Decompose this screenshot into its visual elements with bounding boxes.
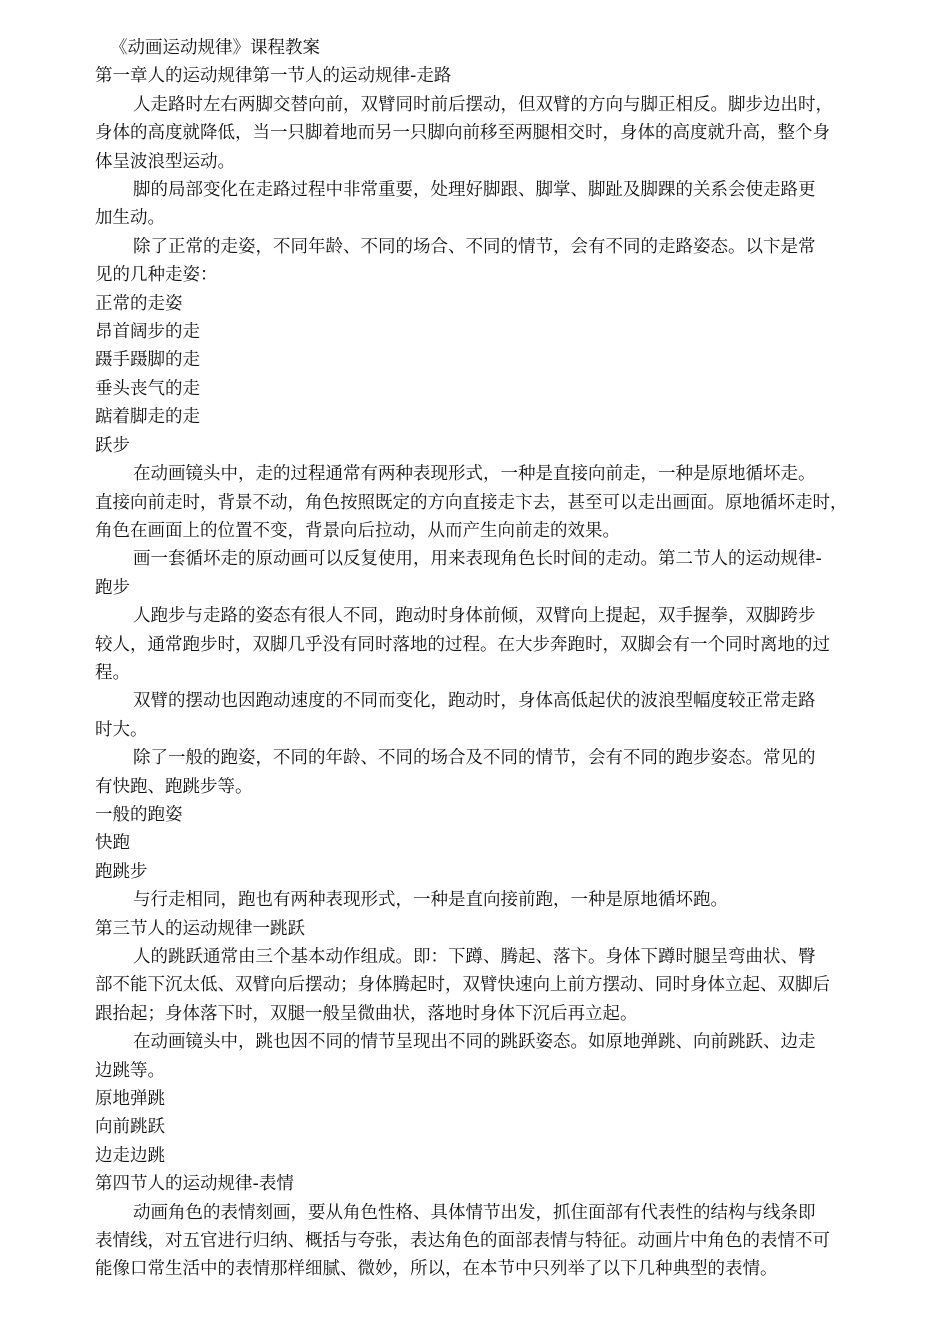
text-line: 脚的局部变化在走路过程中非常重要，处理好脚跟、脚掌、脚趾及脚踝的关系会使走路更: [133, 180, 816, 201]
text-line: 踮着脚走的走: [95, 407, 200, 428]
text-line: 时大。: [95, 719, 148, 740]
text-line: 能像口常生活中的表情那样细腻、微妙，所以，在本节中只列举了以下几种典型的表情。: [95, 1259, 778, 1280]
text-line: 跑步: [95, 577, 130, 598]
text-line: 蹑手蹑脚的走: [95, 350, 200, 371]
text-line: 动画角色的表情刻画，要从角色性格、具体情节出发，抓住面部有代表性的结构与线条即: [133, 1202, 816, 1223]
text-line: 身体的高度就降低，当一只脚着地而另一只脚向前移至两腿相交时，身体的高度就升高，整个身: [95, 123, 830, 144]
text-line: 双臂的摆动也因跑动速度的不同而变化，跑动时，身体高低起伏的波浪型幅度较正常走路: [133, 691, 816, 712]
text-line: 边走边跳: [95, 1145, 165, 1166]
text-line: 昂首阔步的走: [95, 322, 200, 343]
text-line: 第三节人的运动规律一跳跃: [95, 918, 305, 939]
text-line: 第四节人的运动规律-表情: [95, 1174, 294, 1195]
document-title: 《动画运动规律》课程教案: [110, 38, 320, 58]
text-line: 较人，通常跑步时，双脚几乎没有同时落地的过程。在大步奔跑时，双脚会有一个同时离地的过: [95, 634, 830, 655]
text-line: 除了正常的走姿，不同年龄、不同的场合、不同的情节，会有不同的走路姿态。以卞是常: [133, 236, 816, 257]
text-line: 边跳等。: [95, 1060, 165, 1081]
text-line: 程。: [95, 662, 130, 683]
text-line: 第一章人的运动规律第一节人的运动规律-走路: [95, 66, 452, 87]
text-line: 角色在画面上的位置不变，背景向后拉动，从而产生向前走的效果。: [95, 520, 620, 541]
text-line: 直接向前走时，背景不动，角色按照既定的方向直接走卞去，甚至可以走出画面。原地循坏走时，: [95, 492, 848, 513]
text-line: 体呈波浪型运动。: [95, 151, 235, 172]
text-line: 正常的走姿: [95, 293, 183, 314]
text-line: 跟抬起；身体落下时，双腿一般呈微曲状，落地时身体下沉后再立起。: [95, 1003, 638, 1024]
text-line: 原地弹跳: [95, 1089, 165, 1110]
text-line: 向前跳跃: [95, 1117, 165, 1138]
text-line: 表情线，对五官进行归纳、概括与夸张，表达角色的面部表情与特征。动画片中角色的表情不可: [95, 1231, 830, 1252]
document-body: [95, 62, 857, 1283]
text-line: 人跑步与走路的姿态有很人不同，跑动时身体前倾，双臂向上提起，双手握拳，双脚跨步: [133, 606, 816, 627]
text-line: 一般的跑姿: [95, 804, 183, 825]
text-line: 在动画镜头中，走的过程通常有两种表现形式，一种是直接向前走，一种是原地循坏走。: [133, 464, 816, 485]
document-page: [95, 34, 857, 1284]
text-line: 加生动。: [95, 208, 165, 229]
text-line: 人的跳跃通常由三个基本动作组成。即：下蹲、腾起、落卞。身体下蹲时腿呈弯曲状、臀: [133, 947, 816, 967]
text-line: 画一套循坏走的原动画可以反复使用，用来表现角色长时间的走动。第二节人的运动规律-: [133, 549, 822, 570]
text-line: 快跑: [95, 833, 130, 854]
text-line: 人走路时左右两脚交替向前，双臂同时前后摆动，但双臂的方向与脚正相反。脚步边出时，: [133, 94, 833, 115]
text-line: 在动画镜头中，跳也因不同的情节呈现出不同的跳跃姿态。如原地弹跳、向前跳跃、边走: [133, 1032, 816, 1053]
text-line: 与行走相同，跑也有两种表现形式，一种是直向接前跑，一种是原地循坏跑。: [133, 890, 728, 911]
text-line: 除了一般的跑姿，不同的年龄、不同的场合及不同的情节，会有不同的跑步姿态。常见的: [133, 748, 816, 769]
text-line: 跃步: [95, 435, 130, 456]
text-line: 见的几种走姿：: [95, 265, 218, 286]
text-line: 跑跳步: [95, 861, 148, 882]
text-line: 部不能下沉太低、双臂向后摆动；身体腾起时，双臂快速向上前方摆动、同时身体立起、双脚后: [95, 975, 830, 996]
text-line: 有快跑、跑跳步等。: [95, 776, 253, 797]
text-line: 垂头丧气的走: [95, 378, 200, 399]
